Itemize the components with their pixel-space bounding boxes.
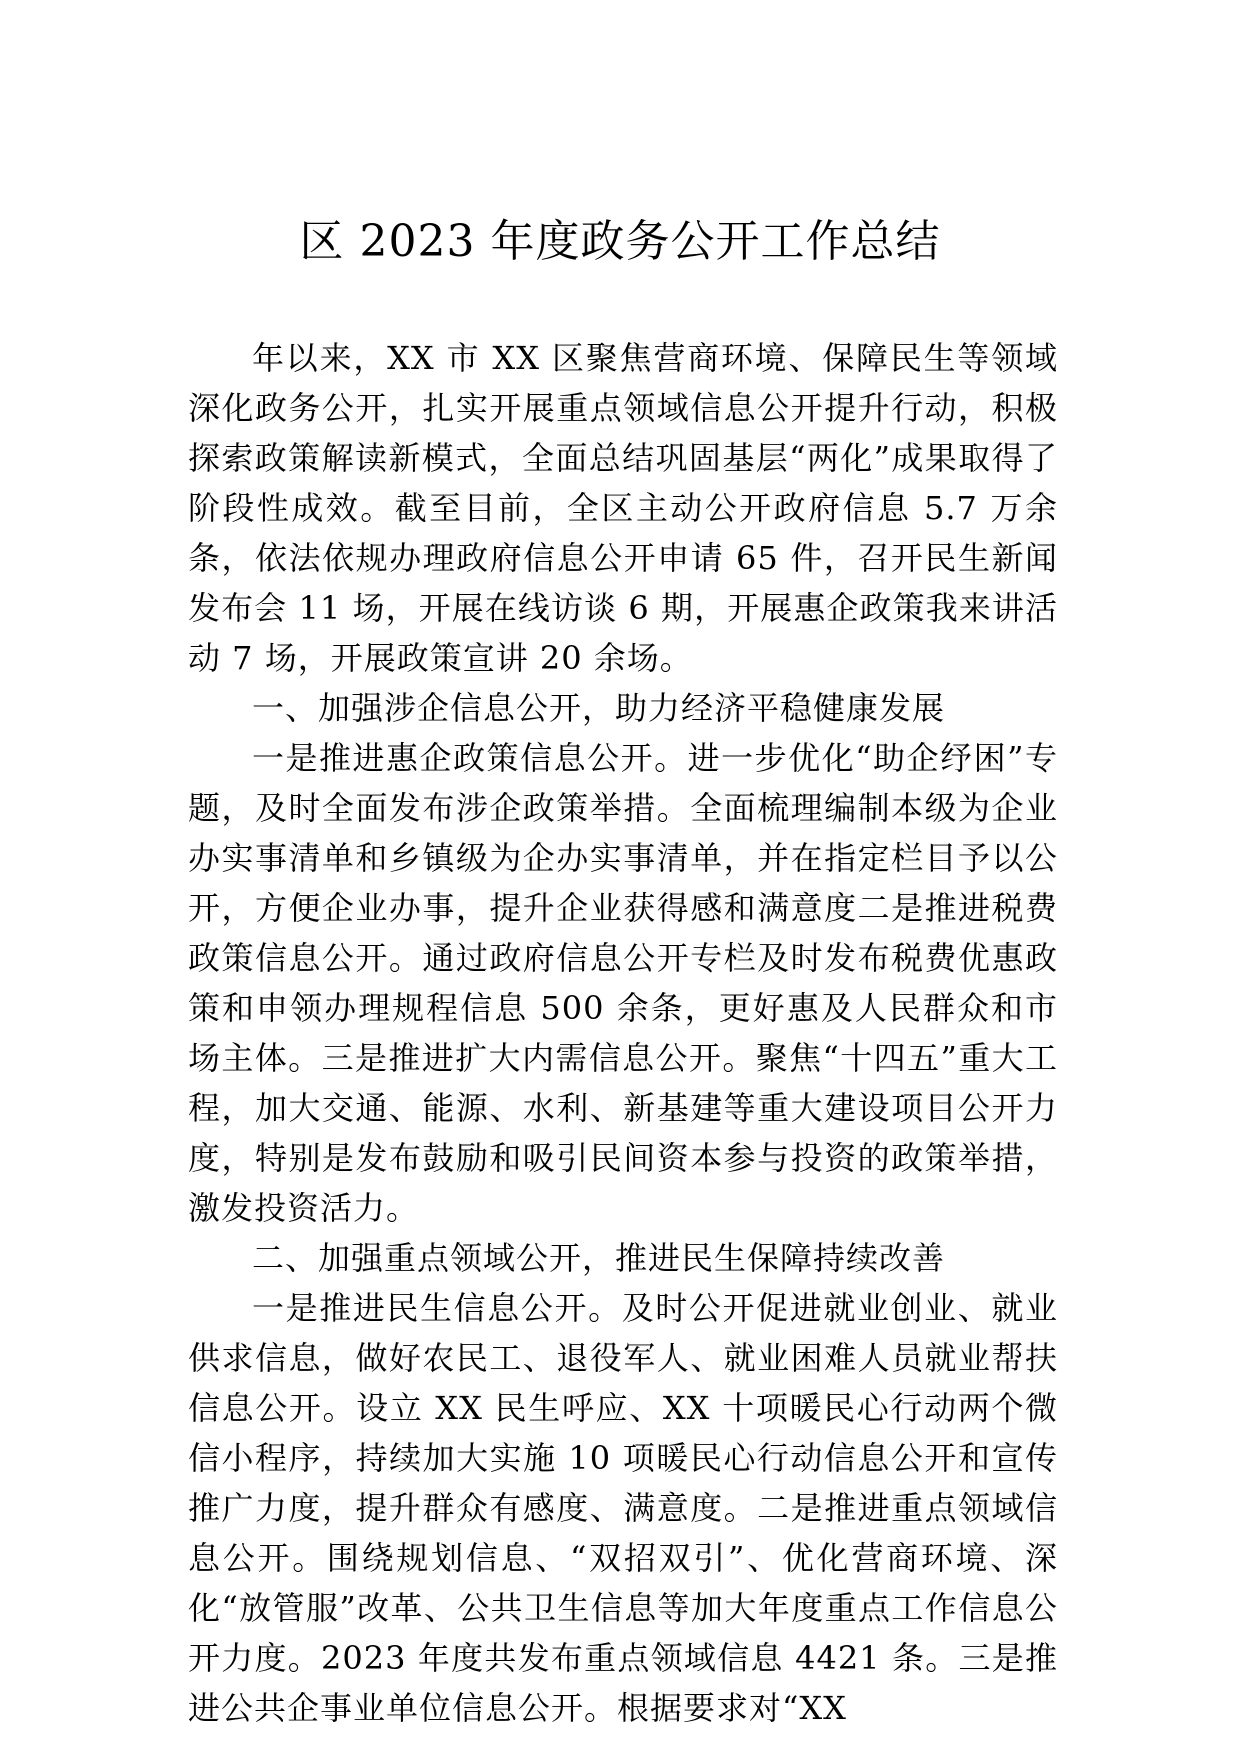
section-2-paragraph: 一是推进民生信息公开。及时公开促进就业创业、就业供求信息，做好农民工、退役军人、就业困难人员就业帮扶信息公开。设立 XX 民生呼应、XX 十项暖民心行动两个微信小程序，持续加大实施 10 项暖民心行动信息公开和宣传推广力度，提升群众有感度、满意度。二是推进重点领域信息公开。围绕规划信息、“双招双引”、优化营商环境、深化“放管服”改革、公共卫生信息等加大年度重点工作信息公开力度。2023 年度共发布重点领域信息 4421 条。三是推进公共企事业单位信息公开。根据要求对“XX [188,1289,1058,1727]
intro-paragraph: 年以来，XX 市 XX 区聚焦营商环境、保障民生等领域深化政务公开，扎实开展重点领域信息公开提升行动，积极探索政策解读新模式，全面总结巩固基层“两化”成果取得了阶段性成效。截至目前，全区主动公开政府信息 5.7 万余条，依法依规办理政府信息公开申请 65 件，召开民生新闻发布会 11 场，开展在线访谈 6 期，开展惠企政策我来讲活动 7 场，开展政策宣讲 20 余场。 [188,339,1058,677]
section-1-paragraph: 一是推进惠企政策信息公开。进一步优化“助企纾困”专题，及时全面发布涉企政策举措。全面梳理编制本级为企业办实事清单和乡镇级为企办实事清单，并在指定栏目予以公开，方便企业办事，提升企业获得感和满意度二是推进税费政策信息公开。通过政府信息公开专栏及时发布税费优惠政策和申领办理规程信息 500 余条，更好惠及人民群众和市场主体。三是推进扩大内需信息公开。聚焦“十四五”重大工程，加大交通、能源、水利、新基建等重大建设项目公开力度，特别是发布鼓励和吸引民间资本参与投资的政策举措，激发投资活力。 [188,739,1058,1227]
section-heading-2: 二、加强重点领域公开，推进民生保障持续改善 [252,1239,946,1277]
section-heading-1: 一、加强涉企信息公开，助力经济平稳健康发展 [252,689,946,727]
document-title: 区 2023 年度政务公开工作总结 [299,216,941,267]
document-body [188,333,1058,1733]
